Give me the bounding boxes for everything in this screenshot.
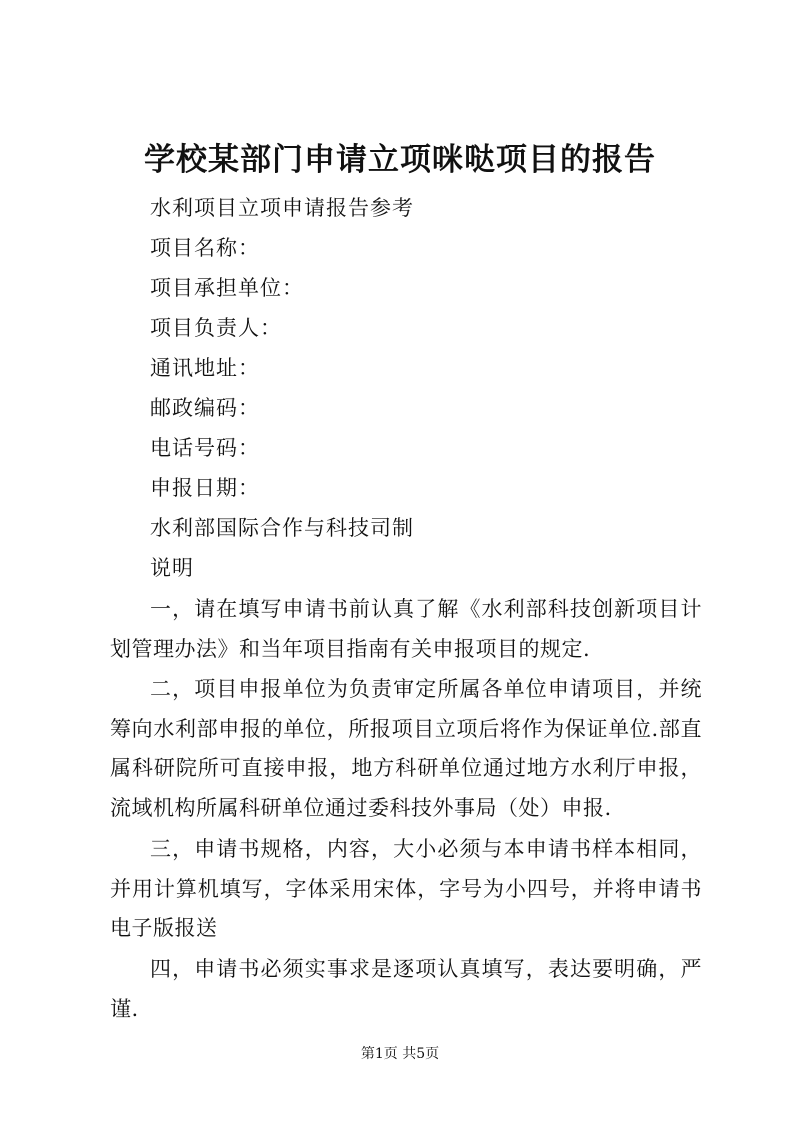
field-project-leader: 项目负责人： (150, 316, 282, 340)
field-undertaking-unit: 项目承担单位： (150, 276, 304, 300)
field-mailing-address: 通讯地址： (150, 356, 260, 380)
field-postal-code: 邮政编码： (150, 396, 260, 420)
page-number-footer: 第1页 共5页 (360, 1046, 440, 1062)
subtitle-line: 水利项目立项申请报告参考 (150, 196, 414, 220)
field-phone-number: 电话号码： (150, 436, 260, 460)
note-paragraph-1: 一，请在填写申请书前认真了解《水利部科技创新项目计划管理办法》和当年项目指南有关申报项目的规定. (110, 597, 702, 661)
field-application-date: 申报日期： (150, 476, 260, 500)
document-title: 学校某部门申请立项咪哒项目的报告 (144, 142, 656, 178)
note-paragraph-2: 二，项目申报单位为负责审定所属各单位申请项目，并统筹向水利部申报的单位，所报项目立项后将作为保证单位.部直属科研院所可直接申报，地方科研单位通过地方水利厅申报，流域机构所属科研单位通过委科技外事局（处）申报. (110, 677, 702, 820)
notes-heading: 说明 (150, 556, 194, 580)
field-project-name: 项目名称： (150, 236, 260, 260)
note-paragraph-4: 四，申请书必须实事求是逐项认真填写，表达要明确，严谨. (110, 957, 702, 1021)
note-paragraph-3: 三，申请书规格，内容，大小必须与本申请书样本相同，并用计算机填写，字体采用宋体，字号为小四号，并将申请书电子版报送 (110, 837, 702, 940)
issuer-line: 水利部国际合作与科技司制 (150, 516, 414, 540)
